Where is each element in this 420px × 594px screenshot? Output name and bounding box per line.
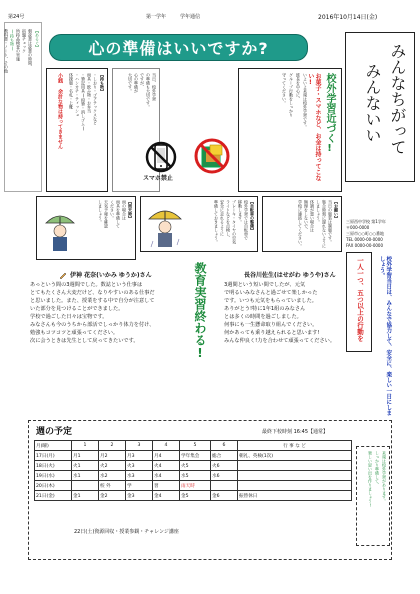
schedule-meta: 最終下校時刻 16:45【通常】 (262, 429, 328, 435)
left-line-1: 朝読書は読書の時間、 (28, 29, 33, 69)
bike-line-4: ライトなどを点検し、 (226, 200, 231, 240)
notes-box (262, 196, 342, 252)
teacher-right-text-8: みんな仲良く!力を合わせて頑張ってください。 (224, 338, 336, 344)
schedule-cell: 水4 (153, 471, 180, 481)
teacher-right-name: 長谷川佐生(はせがわ ゆうや)さん (244, 272, 336, 279)
teacher-left-text-4: いた部分を見つけることができました。 (30, 306, 124, 312)
slogan-line-1: みんなちがって (388, 43, 407, 155)
bottom-note-line-2: しっかり準備して、 (375, 451, 380, 487)
schedule-note: 22日(土)資源回収・授業参観・チャレンジ講座 (74, 529, 179, 535)
newsletter-label: 学年通信 (180, 14, 201, 20)
outing-line-3: グループ行動をしっかり (289, 73, 294, 117)
teacher-left-name: 伊神 花奈(いかみ ゆうか)さん (70, 272, 152, 279)
schedule-event (238, 461, 352, 471)
schedule-day: 17日(月) (35, 451, 72, 461)
belongings-line-5: 体操服・名札・上靴 (69, 73, 74, 109)
contact-line-1: 〒000-0000 (346, 225, 370, 230)
bike-line-3: ブレーキ・タイヤの空気 (232, 200, 237, 244)
phone-line-4: 心の準備が (134, 73, 139, 93)
schedule-row (35, 461, 352, 471)
schedule-header-cell: 3 (126, 441, 153, 451)
rain-line-3: ください。 (110, 200, 115, 220)
notes-line-1: 当日の服装は制服です。 (328, 200, 333, 244)
teacher-left-text-1: あっという間の3週間でした。数誌という仕事は (30, 282, 143, 288)
schedule-cell: 水2 (99, 471, 126, 481)
bottom-note-line-1: 来週は校外学習があります。 (382, 451, 387, 503)
left-column-box (4, 22, 42, 192)
left-line-2: 宿題チェック (22, 29, 27, 53)
left-line-3: 所持品検査の実施 (16, 29, 21, 61)
bike-line-5: 安全に走れるように (220, 200, 225, 236)
schedule-cell: 水6 (211, 471, 238, 481)
bike-line-1: 校外学習では自転車で (244, 200, 249, 240)
schedule-cell: 水5 (180, 471, 211, 481)
schedule-row (35, 471, 352, 481)
belongings-heading: 【持ち物】 (100, 73, 105, 93)
bike-line-2: 移動します。 (238, 200, 243, 224)
schedule-header-cell: 4 (153, 441, 180, 451)
schedule-cell: 学年集会 (180, 451, 211, 461)
outing-heading: 校外学習近づく! (324, 73, 335, 154)
belongings-box (46, 68, 108, 192)
schedule-header-cell: 5 (180, 441, 211, 451)
belongings-line-2: 雨具・飲み物・お弁当 (87, 73, 92, 113)
teacher-right-text-6: 何事にも一生懸命取り組んでください。 (224, 322, 318, 328)
belongings-line-4: ・ハンカチ・ティッシュ (75, 73, 80, 117)
outing-box (238, 68, 342, 192)
bike-heading: 【自転車の整備】 (250, 200, 255, 232)
schedule-header-cell: 6 (211, 441, 238, 451)
issue-date: 2016年10月14日(金) (318, 14, 378, 21)
notes-heading: 【お願い】 (334, 200, 339, 220)
schedule-cell: 火1 (72, 461, 99, 471)
teacher-right-text-5: とは多くの時間を過ごしました。 (224, 314, 302, 320)
no-smartphone-icon (144, 140, 178, 174)
outing-line-1: いよいよ来週は校外学習です。 (303, 73, 308, 129)
belongings-line-1: ・しおり・ゴアテックスなど (93, 73, 98, 125)
schedule-cell: 雨天時 (180, 481, 211, 491)
schedule-cell: 金4 (153, 491, 180, 501)
schedule-cell: 月1 (72, 451, 99, 461)
phone-line-3: ですが、 (140, 73, 145, 89)
rule-blue-text: 校外学習当日は、みんなで協力して、安全に、楽しい一日にしましょう。 (378, 256, 392, 416)
schedule-cell: 総合 (211, 451, 238, 461)
schedule-cell: 金5 (180, 491, 211, 501)
rain-heading: 【雨天時】 (128, 200, 133, 220)
schedule-event: 振替休日 (238, 491, 352, 501)
belongings-red-note: 小銭 余計な物は持ってきません (57, 73, 63, 149)
rain-student-illustration (43, 207, 77, 253)
student-teacher-heading: 教育実習終わる! (193, 262, 207, 360)
outing-red-note: お菓子・スマホなど、お金は持ってこない! (306, 73, 321, 181)
schedule-header-cell: 行 事 な ど (238, 441, 352, 451)
schedule-header-row (35, 441, 352, 451)
rule-box (346, 252, 372, 352)
rain-line-1: 雨の場合は (122, 200, 127, 220)
outing-line-4: 守ってください。 (282, 73, 287, 105)
notes-line-5: 無理をしないで、 (304, 200, 309, 232)
contact-line-2: 三原市○○町○○番地 (346, 231, 384, 236)
phone-line-1: 当日、校外学習 (152, 73, 157, 101)
teacher-right-text-1: 3週間という短い間でしたが、元気 (224, 282, 306, 288)
schedule-cell: 金2 (99, 491, 126, 501)
schedule-day: 21日(金) (35, 491, 72, 501)
left-line-4: 教科書・ノート、その他 (4, 29, 9, 73)
schedule-day: 18日(火) (35, 461, 72, 471)
schedule-cell: 金3 (126, 491, 153, 501)
left-label-1: 【あるぐ】 (35, 29, 40, 49)
belongings-line-3: ・筆記用具(鉛筆・消しゴム) (81, 73, 86, 131)
schedule-event (238, 481, 352, 491)
teacher-left-text-5: 学校で過ごした日々は宝物です。 (30, 314, 108, 320)
schedule-header-cell: 月(曜) (35, 441, 72, 451)
teacher-right-text-4: ありがとう!特に1年1組のみなさん (224, 306, 306, 312)
schedule-cell: 学 (126, 481, 153, 491)
schedule-cell: 金6 (211, 491, 238, 501)
schedule-table (34, 440, 352, 501)
contact-line-4: FAX 0000-00-0000 (346, 243, 384, 248)
bottom-note-line-3: 楽しい思い出を作りましょう! (368, 451, 373, 508)
bike-line-6: 準備しておきましょう。 (214, 200, 219, 244)
schedule-cell: 火6 (211, 461, 238, 471)
teacher-left-text-2: とてもたくさん大変だけど、なりやすいのある仕事だ (30, 290, 155, 296)
schedule-row (35, 481, 352, 491)
phone-line-2: の準備も大切です。 (146, 73, 151, 109)
teacher-left-text-8: 次に会うときは先生として戻ってきたいです。 (30, 338, 139, 344)
schedule-cell: 火5 (180, 461, 211, 471)
slogan-box (345, 32, 415, 182)
schedule-header-cell: 1 (72, 441, 99, 451)
teacher-left-text-7: 勉強もコツコツと頑張ってください。 (30, 330, 119, 336)
schedule-event: 朝礼、英検(1次) (238, 451, 352, 461)
schedule-cell: 水3 (126, 471, 153, 481)
schedule-row (35, 491, 352, 501)
schedule-day: 19日(水) (35, 471, 72, 481)
schedule-row (35, 451, 352, 461)
schedule-cell (72, 481, 99, 491)
no-smartphone-caption: スマホ禁止 (143, 175, 173, 182)
bike-box (140, 196, 258, 252)
teacher-left-text-3: と思いました。また、授業をする中で自分が注意して (30, 298, 155, 304)
umbrella-student-illustration (145, 201, 185, 249)
bottom-right-note-box (356, 446, 390, 546)
contact-line-3: TEL 0000-00-0000 (346, 237, 383, 242)
contact-school: 三原西中学校 第1学年 (346, 219, 386, 224)
schedule-cell: 火2 (99, 461, 126, 471)
grade-label: 第一学年 (146, 14, 167, 20)
phone-line-5: 大切です。 (128, 73, 133, 93)
schedule-cell: 月3 (126, 451, 153, 461)
rain-box (36, 196, 136, 260)
schedule-cell: 火4 (153, 461, 180, 471)
schedule-cell: 月4 (153, 451, 180, 461)
outing-line-2: 班長を中心に、 (296, 73, 301, 101)
no-money-icon (192, 136, 232, 176)
notes-line-3: しましょう。 (316, 200, 321, 224)
pencil-icon (58, 270, 68, 280)
slogan-line-2: みんないい (363, 63, 382, 143)
schedule-event (238, 471, 352, 481)
schedule-cell: 月2 (99, 451, 126, 461)
main-title: 心の準備はいいですか? (49, 34, 308, 61)
notes-line-6: 学校に連絡してください。 (298, 200, 303, 248)
teacher-right-text-2: で明るいみなさんと過ごせて楽しかった (224, 290, 318, 296)
teacher-right-text-7: 何かあっても乗り越えられると思います! (224, 330, 320, 336)
schedule-header-cell: 2 (99, 441, 126, 451)
schedule-day: 20日(木) (35, 481, 72, 491)
left-label-2: (持ち物) (10, 29, 15, 51)
issue-number: 第24号 (8, 14, 25, 20)
schedule-title: 週の予定 (36, 427, 73, 437)
schedule-cell: 水1 (72, 471, 99, 481)
rain-line-2: 雨具を準備して (116, 200, 121, 228)
notes-line-4: 体調が悪い場合は (310, 200, 315, 232)
teacher-left-text-6: みなさんも今のうちから部活でしっかり体力を付け、 (30, 322, 155, 328)
schedule-cell: 習 (153, 481, 180, 491)
schedule-cell: 校 外 (99, 481, 126, 491)
notes-line-2: 集合時刻に遅れないように (322, 200, 327, 248)
rain-line-4: 天気予報を確認 (104, 200, 109, 228)
schedule-cell (211, 481, 238, 491)
schedule-cell: 火3 (126, 461, 153, 471)
schedule-cell: 金1 (72, 491, 99, 501)
rule-red-text: 一人一つ、五つ以上の行動を (356, 257, 364, 342)
rain-line-5: しましょう。 (98, 200, 103, 224)
teacher-right-text-3: です。いつも元気をもらっていました。 (224, 298, 317, 304)
